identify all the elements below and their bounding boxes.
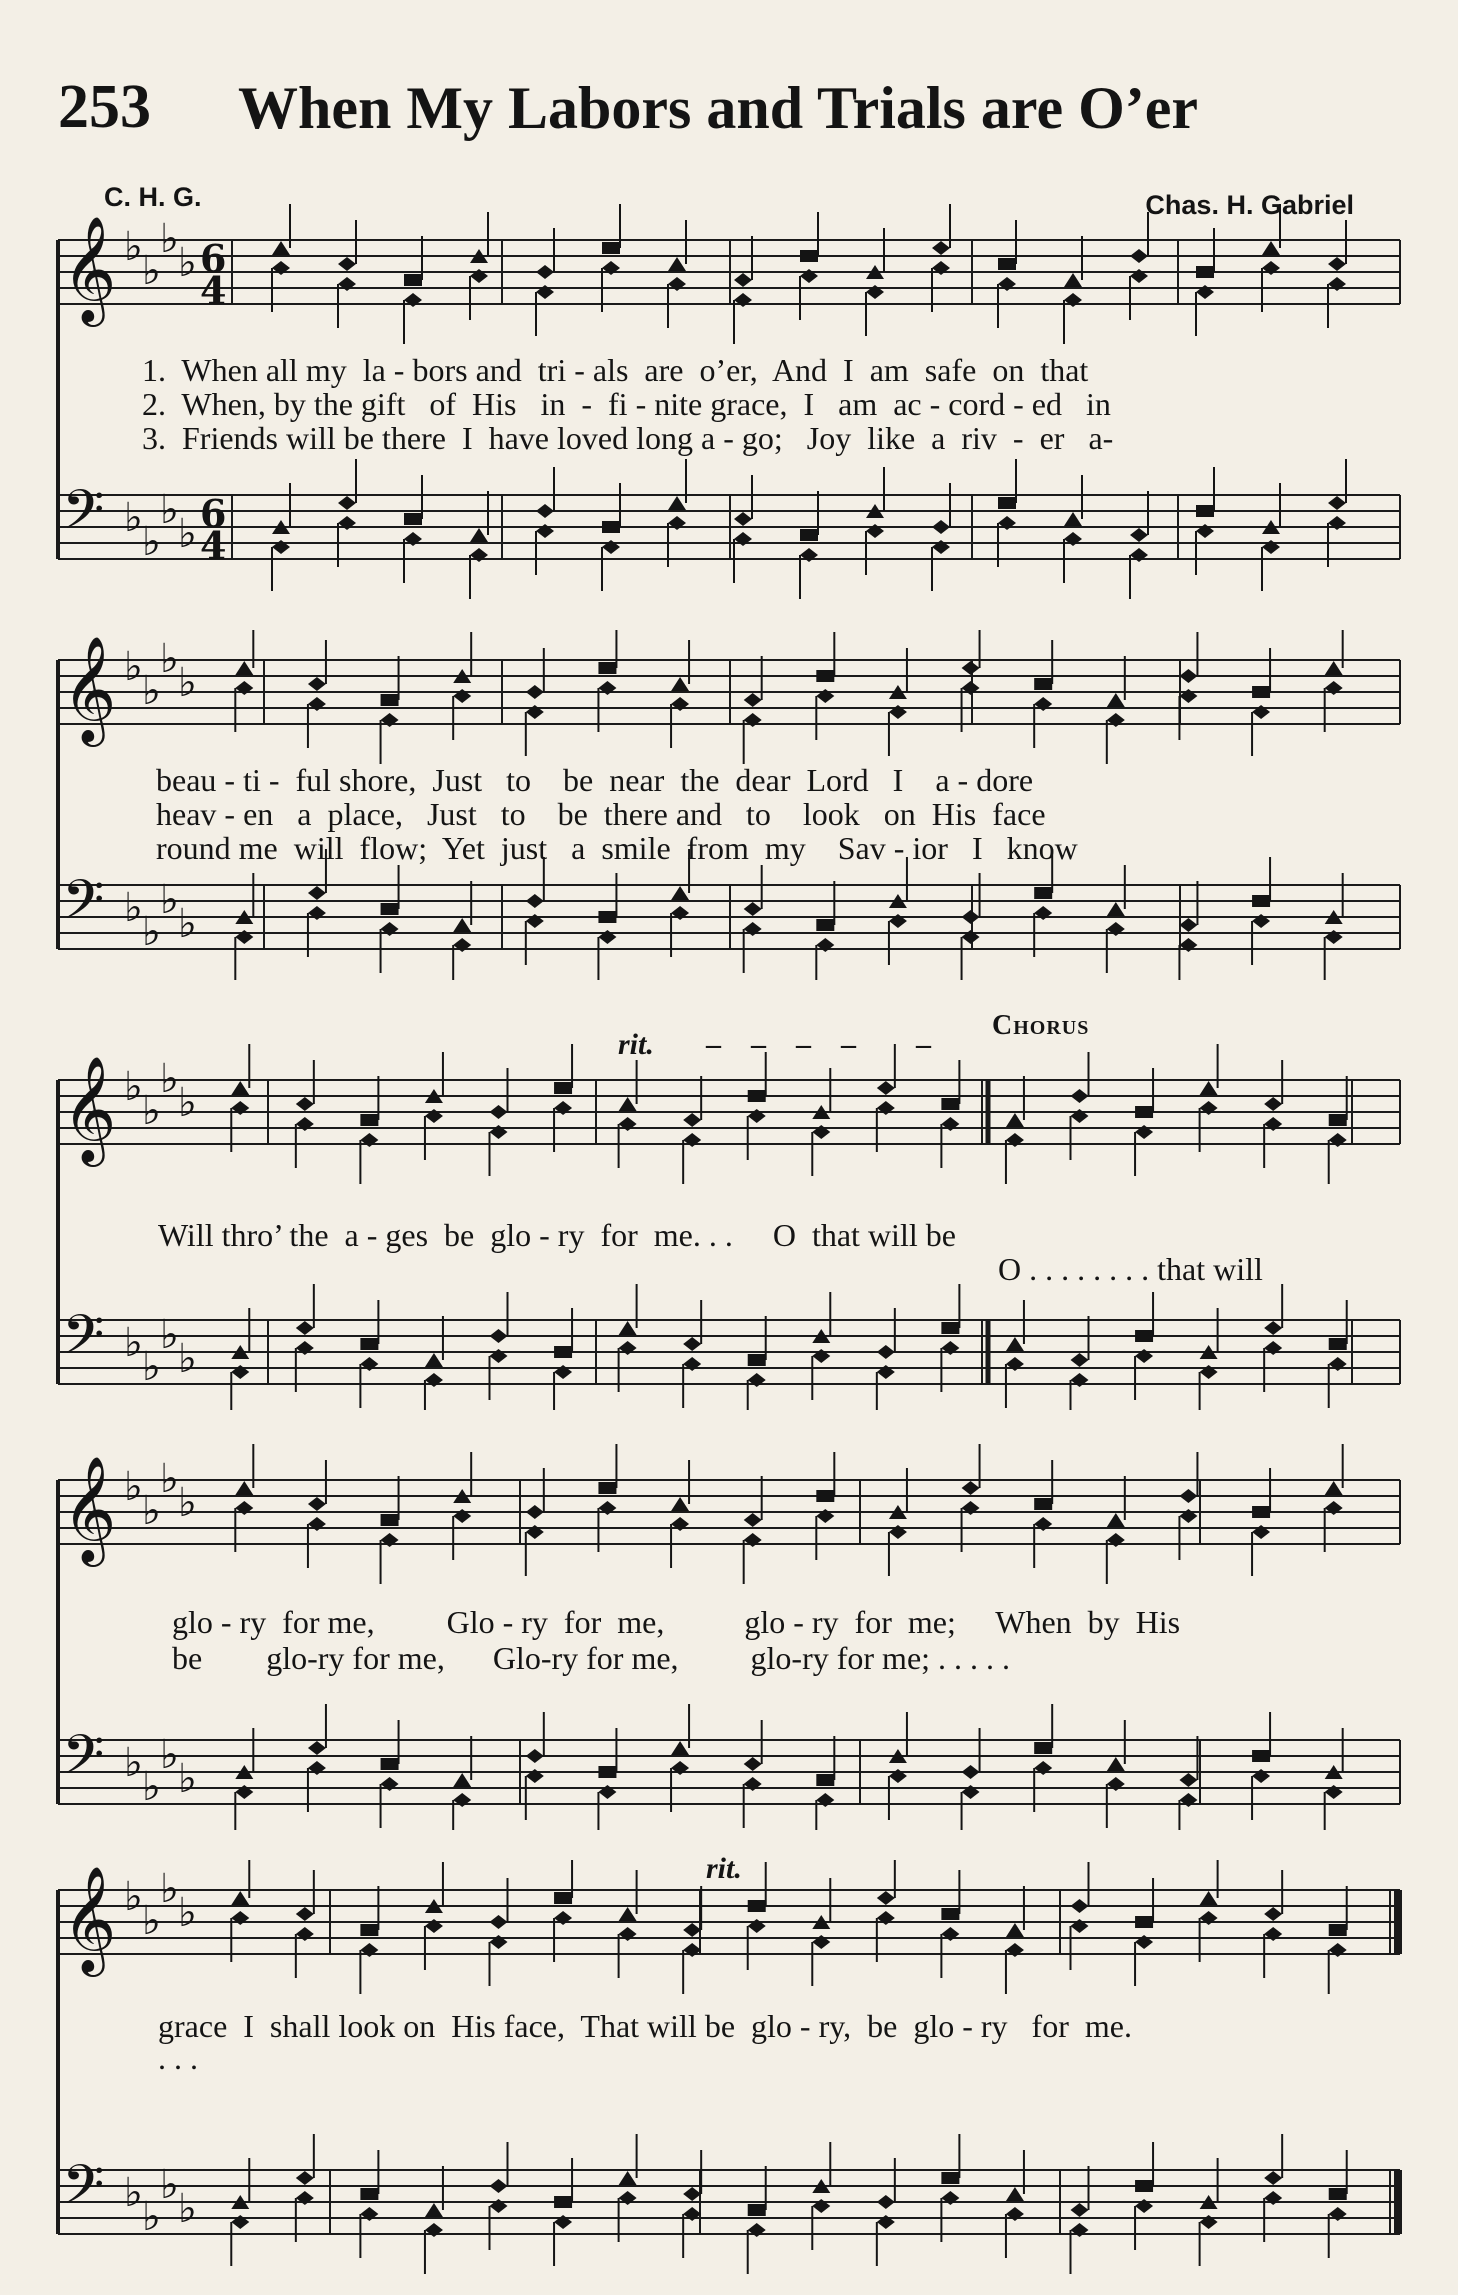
note-head xyxy=(308,886,326,900)
hymn-title: When My Labors and Trials are O’er xyxy=(238,75,1198,141)
note-head xyxy=(816,1774,834,1786)
note-head xyxy=(360,1924,378,1936)
note-head xyxy=(932,241,950,255)
note-head xyxy=(734,273,752,287)
note-head xyxy=(1071,1899,1089,1913)
note-head xyxy=(744,902,762,916)
note-head xyxy=(381,903,399,915)
note-head xyxy=(619,1097,637,1111)
key-flat: ♭ xyxy=(178,511,197,557)
lyric-line5-a: grace I shall look on His face, That will be glo - ry, be glo - ry for me. xyxy=(158,2008,1132,2044)
note-head xyxy=(1034,1498,1052,1510)
key-flat: ♭ xyxy=(178,240,197,286)
key-flat: ♭ xyxy=(178,1890,197,1936)
key-flat: ♭ xyxy=(142,1088,161,1134)
note-head xyxy=(404,274,422,286)
note-head xyxy=(1252,1506,1270,1518)
note-head xyxy=(231,1081,249,1095)
note-head xyxy=(1135,1330,1153,1342)
hymn-number: 253 xyxy=(58,73,151,141)
note-head xyxy=(668,496,686,510)
note-head xyxy=(671,886,689,900)
note-head xyxy=(235,1481,253,1495)
note-head xyxy=(536,504,554,518)
key-flat: ♭ xyxy=(160,1866,179,1912)
note-head xyxy=(1135,1916,1153,1928)
note-head xyxy=(1252,895,1270,907)
key-flat: ♭ xyxy=(160,1732,179,1778)
key-flat: ♭ xyxy=(142,909,161,955)
note-head xyxy=(1264,1097,1282,1111)
note-head xyxy=(671,1741,689,1755)
bass-clef: 𝄢 xyxy=(62,478,105,555)
key-flat: ♭ xyxy=(142,519,161,565)
note-head xyxy=(941,1908,959,1920)
lyric-line1-verse3: 3. Friends will be there I have loved long a - go; Joy like a riv - er a- xyxy=(142,420,1114,456)
key-flat: ♭ xyxy=(160,2162,179,2208)
key-flat: ♭ xyxy=(142,1344,161,1390)
note-head xyxy=(932,520,950,534)
key-flat: ♭ xyxy=(160,1312,179,1358)
note-head xyxy=(998,258,1016,270)
key-flat: ♭ xyxy=(178,1756,197,1802)
note-head xyxy=(1200,1081,1218,1095)
treble-clef: 𝄞 xyxy=(62,1865,117,1972)
note-head xyxy=(800,250,818,262)
rit-dashes-1: – – – – – xyxy=(706,1028,931,1061)
note-head xyxy=(683,2187,701,2201)
treble-clef: 𝄞 xyxy=(62,1455,117,1562)
key-flat: ♭ xyxy=(178,1080,197,1126)
note-head xyxy=(748,2204,766,2216)
time-signature-top: 6 xyxy=(200,491,227,536)
note-head xyxy=(1179,669,1197,683)
key-flat: ♭ xyxy=(160,877,179,923)
note-head xyxy=(554,1346,572,1358)
note-head xyxy=(744,1513,762,1527)
note-head xyxy=(619,1907,637,1921)
note-head xyxy=(490,1915,508,1929)
key-flat: ♭ xyxy=(124,1464,143,1510)
note-head xyxy=(598,1482,616,1494)
key-flat: ♭ xyxy=(160,1056,179,1102)
key-flat: ♭ xyxy=(142,1898,161,1944)
note-head xyxy=(962,1765,980,1779)
note-head xyxy=(490,1329,508,1343)
note-head xyxy=(1107,693,1125,707)
note-head xyxy=(671,677,689,691)
key-flat: ♭ xyxy=(124,885,143,931)
note-head xyxy=(1196,505,1214,517)
key-flat: ♭ xyxy=(160,1456,179,1502)
note-head xyxy=(1328,257,1346,271)
treble-clef: 𝄞 xyxy=(62,635,117,742)
lyric-line3-b: O . . . . . . . . that will xyxy=(998,1251,1263,1287)
key-flat: ♭ xyxy=(142,1764,161,1810)
note-head xyxy=(1034,887,1052,899)
note-head xyxy=(404,513,422,525)
rit-marking-1: rit. xyxy=(618,1028,654,1061)
key-flat: ♭ xyxy=(160,636,179,682)
key-flat: ♭ xyxy=(142,248,161,294)
note-head xyxy=(526,685,544,699)
note-head xyxy=(308,1741,326,1755)
note-head xyxy=(1264,2171,1282,2185)
key-flat: ♭ xyxy=(178,1336,197,1382)
note-head xyxy=(360,1338,378,1350)
key-flat: ♭ xyxy=(160,487,179,533)
key-flat: ♭ xyxy=(178,2186,197,2232)
note-head xyxy=(598,662,616,674)
lyric-line2-verse2: heav - en a place, Just to be there and to look on His face xyxy=(156,796,1046,832)
note-head xyxy=(683,1113,701,1127)
note-head xyxy=(381,1514,399,1526)
note-head xyxy=(941,2172,959,2184)
note-head xyxy=(1196,266,1214,278)
note-head xyxy=(1006,1923,1024,1937)
note-head xyxy=(1264,1321,1282,1335)
note-head xyxy=(619,1321,637,1335)
key-flat: ♭ xyxy=(178,1480,197,1526)
note-head xyxy=(490,2179,508,2193)
note-head xyxy=(683,1337,701,1351)
key-flat: ♭ xyxy=(124,1064,143,1110)
note-head xyxy=(296,2171,314,2185)
lyric-line2-verse1: beau - ti - ful shore, Just to be near the dear Lord I a - dore xyxy=(156,762,1034,798)
treble-clef: 𝄞 xyxy=(62,1055,117,1162)
words-credit: C. H. G. xyxy=(104,182,202,212)
note-head xyxy=(619,2171,637,2185)
note-head xyxy=(296,1321,314,1335)
note-head xyxy=(877,1345,895,1359)
key-flat: ♭ xyxy=(178,901,197,947)
note-head xyxy=(877,1891,895,1905)
note-head xyxy=(1200,1891,1218,1905)
note-head xyxy=(1034,678,1052,690)
note-head xyxy=(1252,686,1270,698)
music-credit: Chas. H. Gabriel xyxy=(1145,190,1354,220)
note-head xyxy=(490,1105,508,1119)
note-head xyxy=(338,257,356,271)
key-flat: ♭ xyxy=(124,1320,143,1366)
note-head xyxy=(877,2195,895,2209)
note-head xyxy=(470,528,488,542)
key-flat: ♭ xyxy=(142,668,161,714)
note-head xyxy=(1179,918,1197,932)
note-head xyxy=(425,1353,443,1367)
note-head xyxy=(1130,249,1148,263)
note-head xyxy=(602,521,620,533)
note-head xyxy=(998,497,1016,509)
note-head xyxy=(1130,528,1148,542)
note-head xyxy=(744,1757,762,1771)
key-flat: ♭ xyxy=(178,660,197,706)
note-head xyxy=(360,1114,378,1126)
note-head xyxy=(1071,1089,1089,1103)
note-head xyxy=(598,911,616,923)
time-signature-bottom: 4 xyxy=(200,268,227,313)
note-head xyxy=(235,661,253,675)
note-head xyxy=(1329,2188,1347,2200)
note-head xyxy=(1071,1353,1089,1367)
note-head xyxy=(381,694,399,706)
note-head xyxy=(1264,1907,1282,1921)
lyric-line1-verse1: 1. When all my la - bors and tri - als are o’er, And I am safe on that xyxy=(142,352,1089,388)
key-flat: ♭ xyxy=(160,216,179,262)
note-head xyxy=(1107,902,1125,916)
note-head xyxy=(683,1923,701,1937)
note-head xyxy=(554,1892,572,1904)
note-head xyxy=(734,512,752,526)
note-head xyxy=(554,2196,572,2208)
note-head xyxy=(1329,1114,1347,1126)
key-flat: ♭ xyxy=(124,224,143,270)
note-head xyxy=(1034,1742,1052,1754)
note-head xyxy=(526,894,544,908)
note-head xyxy=(381,1758,399,1770)
note-head xyxy=(1329,1924,1347,1936)
note-head xyxy=(748,1900,766,1912)
note-head xyxy=(941,1098,959,1110)
key-flat: ♭ xyxy=(124,1874,143,1920)
key-flat: ♭ xyxy=(124,495,143,541)
note-head xyxy=(816,1490,834,1502)
bass-clef: 𝄢 xyxy=(62,1723,105,1800)
note-head xyxy=(272,241,290,255)
note-head xyxy=(1006,1337,1024,1351)
note-head xyxy=(1179,1489,1197,1503)
note-head xyxy=(360,2188,378,2200)
time-signature-bottom: 4 xyxy=(200,523,227,568)
note-head xyxy=(554,1082,572,1094)
treble-clef: 𝄞 xyxy=(62,215,117,322)
bass-clef: 𝄢 xyxy=(62,1303,105,1380)
note-head xyxy=(425,2203,443,2217)
note-head xyxy=(536,265,554,279)
key-flat: ♭ xyxy=(142,1488,161,1534)
note-head xyxy=(1325,1481,1343,1495)
lyric-line1-verse2: 2. When, by the gift of His in - fi - nite grace, I am ac - cord - ed in xyxy=(142,386,1111,422)
key-flat: ♭ xyxy=(124,1740,143,1786)
note-head xyxy=(1252,1750,1270,1762)
key-flat: ♭ xyxy=(124,2170,143,2216)
bass-clef: 𝄢 xyxy=(62,2153,105,2230)
note-head xyxy=(1006,1113,1024,1127)
note-head xyxy=(1135,2180,1153,2192)
note-head xyxy=(1107,1757,1125,1771)
note-head xyxy=(1135,1106,1153,1118)
note-head xyxy=(744,693,762,707)
chorus-marking: Chorus xyxy=(992,1010,1090,1041)
lyric-line3-a: Will thro’ the a - ges be glo - ry for me. . . O that will be xyxy=(158,1217,956,1253)
note-head xyxy=(598,1766,616,1778)
note-head xyxy=(308,677,326,691)
note-head xyxy=(1325,661,1343,675)
note-head xyxy=(748,1354,766,1366)
note-head xyxy=(1328,496,1346,510)
note-head xyxy=(748,1090,766,1102)
key-flat: ♭ xyxy=(124,644,143,690)
bass-clef: 𝄢 xyxy=(62,868,105,945)
lyric-line5-b: . . . xyxy=(158,2040,198,2076)
note-head xyxy=(1006,2187,1024,2201)
note-head xyxy=(800,529,818,541)
note-head xyxy=(1071,2203,1089,2217)
note-head xyxy=(338,496,356,510)
note-head xyxy=(1179,1773,1197,1787)
note-head xyxy=(1064,273,1082,287)
note-head xyxy=(816,670,834,682)
note-head xyxy=(816,919,834,931)
note-head xyxy=(453,918,471,932)
note-head xyxy=(296,1907,314,1921)
lyric-line4-a: glo - ry for me, Glo - ry for me, glo - ry for me; When by His xyxy=(172,1604,1181,1640)
note-head xyxy=(231,1891,249,1905)
note-head xyxy=(1262,241,1280,255)
time-signature-top: 6 xyxy=(200,236,227,281)
note-head xyxy=(962,1481,980,1495)
key-flat: ♭ xyxy=(142,2194,161,2240)
note-head xyxy=(962,910,980,924)
note-head xyxy=(671,1497,689,1511)
lyric-line2-verse3: round me will flow; Yet just a smile from my Sav - ior I know xyxy=(156,830,1078,866)
note-head xyxy=(962,661,980,675)
note-head xyxy=(602,242,620,254)
lyric-line4-b: be glo-ry for me, Glo-ry for me, glo-ry for me; . . . . . xyxy=(172,1640,1011,1676)
note-head xyxy=(308,1497,326,1511)
rit-marking-2: rit. xyxy=(706,1852,742,1885)
note-head xyxy=(877,1081,895,1095)
note-head xyxy=(526,1749,544,1763)
note-head xyxy=(296,1097,314,1111)
note-head xyxy=(1064,512,1082,526)
note-head xyxy=(1329,1338,1347,1350)
note-head xyxy=(668,257,686,271)
note-head xyxy=(453,1773,471,1787)
note-head xyxy=(526,1505,544,1519)
note-head xyxy=(941,1322,959,1334)
note-head xyxy=(1107,1513,1125,1527)
